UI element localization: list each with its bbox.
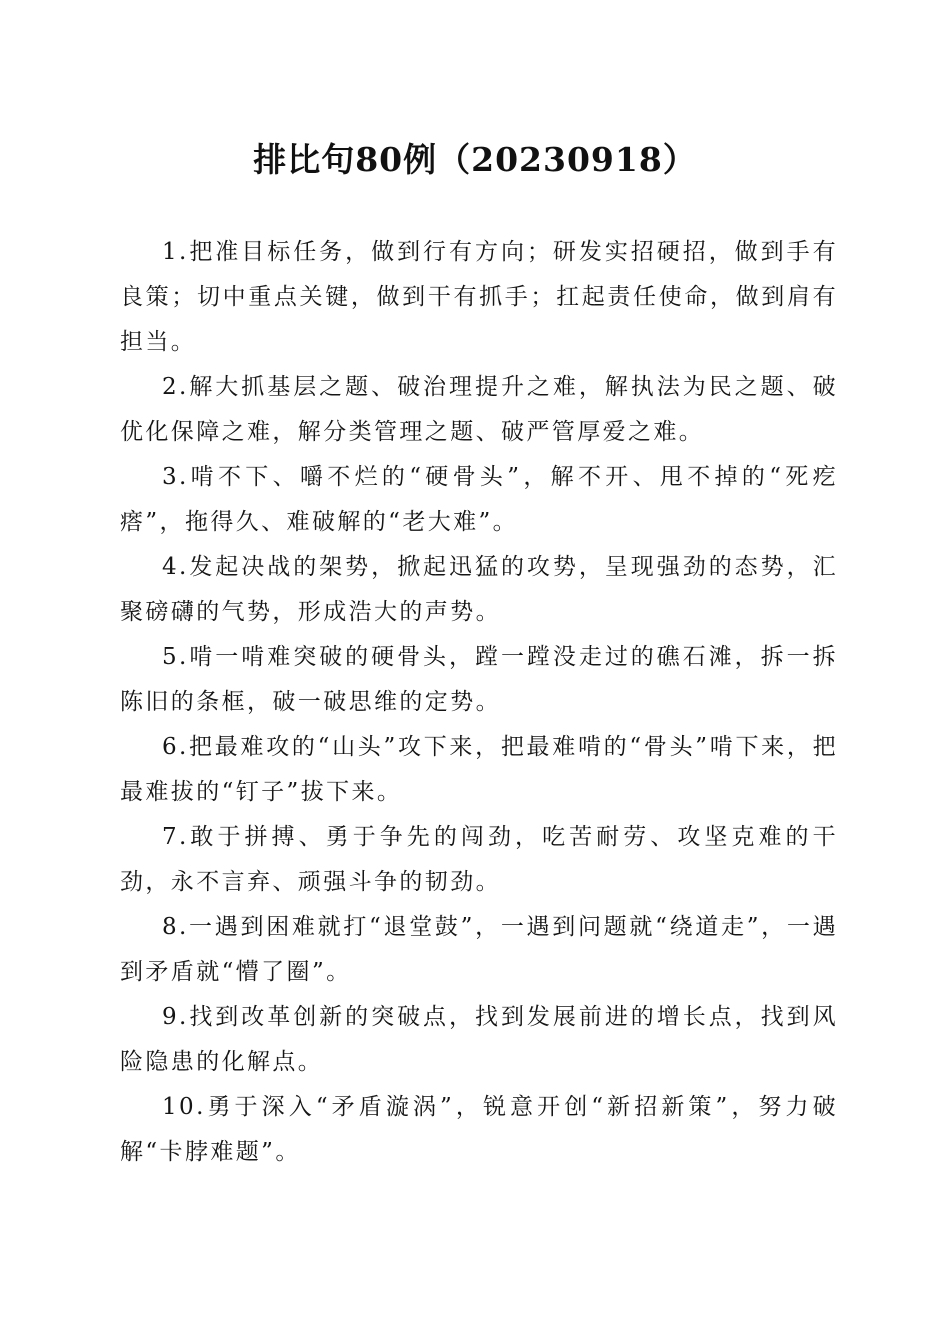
paragraph-4: 4.发起决战的架势，掀起迅猛的攻势，呈现强劲的态势，汇聚磅礴的气势，形成浩大的声势。 bbox=[120, 554, 838, 625]
paragraph-2: 2.解大抓基层之题、破治理提升之难，解执法为民之题、破优化保障之难，解分类管理之题、破严管厚爱之难。 bbox=[120, 374, 838, 445]
paragraph-1: 1.把准目标任务，做到行有方向；研发实招硬招，做到手有良策；切中重点关键，做到干有抓手；扛起责任使命，做到肩有担当。 bbox=[120, 239, 838, 355]
paragraph-9: 9.找到改革创新的突破点，找到发展前进的增长点，找到风险隐患的化解点。 bbox=[120, 1004, 838, 1075]
paragraph-7: 7.敢于拼搏、勇于争先的闯劲，吃苦耐劳、攻坚克难的干劲，永不言弃、顽强斗争的韧劲。 bbox=[120, 824, 838, 895]
paragraph-3: 3.啃不下、嚼不烂的“硬骨头”，解不开、甩不掉的“死疙瘩”，拖得久、难破解的“老大难”。 bbox=[120, 464, 838, 535]
paragraph-6: 6.把最难攻的“山头”攻下来，把最难啃的“骨头”啃下来，把最难拔的“钉子”拔下来。 bbox=[120, 734, 838, 805]
paragraph-5: 5.啃一啃难突破的硬骨头，蹚一蹚没走过的礁石滩，拆一拆陈旧的条框，破一破思维的定势。 bbox=[120, 644, 838, 715]
document-title: 排比句80例（20230918） bbox=[253, 140, 697, 179]
paragraph-8: 8.一遇到困难就打“退堂鼓”，一遇到问题就“绕道走”，一遇到矛盾就“懵了圈”。 bbox=[120, 914, 838, 985]
paragraph-10: 10.勇于深入“矛盾漩涡”，锐意开创“新招新策”，努力破解“卡脖难题”。 bbox=[120, 1094, 838, 1165]
document-body bbox=[120, 230, 838, 1175]
